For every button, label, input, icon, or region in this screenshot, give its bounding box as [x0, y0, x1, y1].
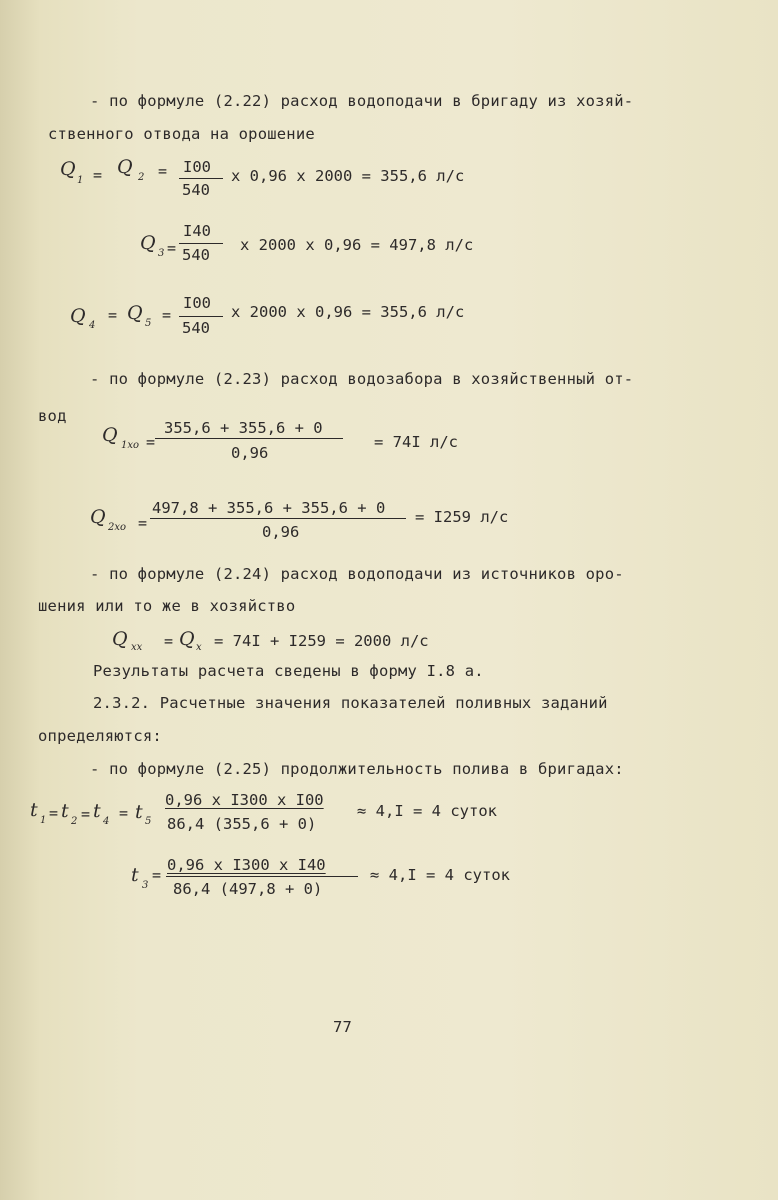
fraction-denominator: 0,96 — [262, 523, 300, 541]
subscript: 5 — [145, 318, 152, 329]
fraction-denominator: 0,96 — [231, 444, 269, 462]
symbol-q: Q — [117, 156, 133, 178]
symbol-t: t — [131, 864, 139, 886]
fraction-denominator: 540 — [182, 246, 210, 264]
fraction-numerator: I40 — [183, 222, 211, 240]
subscript: 2 — [138, 172, 145, 183]
subscript: 3 — [158, 248, 165, 259]
symbol-t: t — [135, 801, 143, 823]
section-heading: 2.3.2. Расчетные значения показателей поливных заданий — [93, 694, 608, 712]
text-line: - по формуле (2.25) продолжительность полива в бригадах: — [90, 760, 624, 778]
fraction-bar — [150, 518, 406, 519]
equals-sign: = — [119, 804, 129, 822]
fraction-numerator: I00 — [183, 158, 211, 176]
fraction-bar — [179, 178, 223, 179]
subscript: 4 — [103, 816, 110, 827]
formula-rest: x 2000 x 0,96 = 355,6 л/с — [231, 303, 465, 321]
fraction-bar — [179, 243, 223, 244]
subscript: 1 — [40, 815, 47, 826]
text-line: - по формуле (2.22) расход водоподачи в бригаду из хозяй- — [90, 92, 634, 110]
formula-rest: x 2000 x 0,96 = 497,8 л/с — [240, 236, 474, 254]
formula-rest: = 74I + I259 = 2000 л/с — [214, 632, 429, 650]
symbol-q: Q — [60, 158, 76, 180]
formula-rest: = I259 л/с — [415, 508, 509, 526]
symbol-q: Q — [112, 628, 128, 650]
text-line: ственного отвода на орошение — [48, 125, 315, 143]
subscript: 2 — [71, 816, 78, 827]
symbol-t: t — [93, 800, 101, 822]
text-line: шения или то же в хозяйство — [38, 597, 296, 615]
equals-sign: = — [138, 514, 148, 532]
fraction-denominator: 86,4 (497,8 + 0) — [173, 880, 323, 898]
subscript: 1 — [77, 175, 84, 186]
fraction-numerator: 497,8 + 355,6 + 355,6 + 0 — [152, 499, 386, 517]
subscript: 2хо — [108, 522, 127, 533]
fraction-bar — [179, 316, 223, 317]
text-line: вод — [38, 407, 67, 425]
equals-sign: = — [158, 162, 168, 180]
subscript: 1хо — [121, 440, 140, 451]
formula-rest: x 0,96 x 2000 = 355,6 л/с — [231, 167, 465, 185]
text-line: - по формуле (2.24) расход водоподачи из источников оро- — [90, 565, 624, 583]
symbol-q: Q — [102, 424, 118, 446]
formula-rest: ≈ 4,I = 4 суток — [370, 866, 510, 884]
subscript: 5 — [145, 816, 152, 827]
symbol-t: t — [30, 799, 38, 821]
equals-sign: = — [81, 805, 91, 823]
fraction-numerator: 0,96 x I300 x I40 — [167, 856, 326, 874]
symbol-q: Q — [127, 302, 143, 324]
subscript: хх — [131, 642, 143, 653]
text-line: Результаты расчета сведены в форму I.8 а. — [93, 662, 484, 680]
equals-sign: = — [108, 306, 118, 324]
equals-sign: = — [146, 433, 156, 451]
subscript: 3 — [142, 880, 149, 891]
fraction-numerator: I00 — [183, 294, 211, 312]
symbol-q: Q — [90, 506, 106, 528]
equals-sign: = — [49, 804, 59, 822]
symbol-q: Q — [70, 305, 86, 327]
subscript: х — [196, 642, 202, 653]
equals-sign: = — [162, 306, 172, 324]
text-line: - по формуле (2.23) расход водозабора в хозяйственный от- — [90, 370, 634, 388]
text-line: определяются: — [38, 727, 162, 745]
page-number: 77 — [333, 1018, 353, 1036]
equals-sign: = — [167, 239, 177, 257]
fraction-bar — [155, 438, 343, 439]
equals-sign: = — [152, 866, 162, 884]
fraction-denominator: 86,4 (355,6 + 0) — [167, 815, 317, 833]
fraction-numerator: 355,6 + 355,6 + 0 — [164, 419, 323, 437]
symbol-q: Q — [140, 232, 156, 254]
fraction-denominator: 540 — [182, 319, 210, 337]
symbol-t: t — [61, 800, 69, 822]
equals-sign: = — [93, 166, 103, 184]
fraction-bar — [166, 876, 358, 877]
symbol-q: Q — [179, 628, 195, 650]
subscript: 4 — [89, 320, 96, 331]
equals-sign: = — [164, 632, 174, 650]
fraction-numerator: 0,96 x I300 x I00 — [165, 791, 324, 809]
formula-rest: ≈ 4,I = 4 суток — [357, 802, 497, 820]
fraction-denominator: 540 — [182, 181, 210, 199]
formula-rest: = 74I л/с — [374, 433, 458, 451]
